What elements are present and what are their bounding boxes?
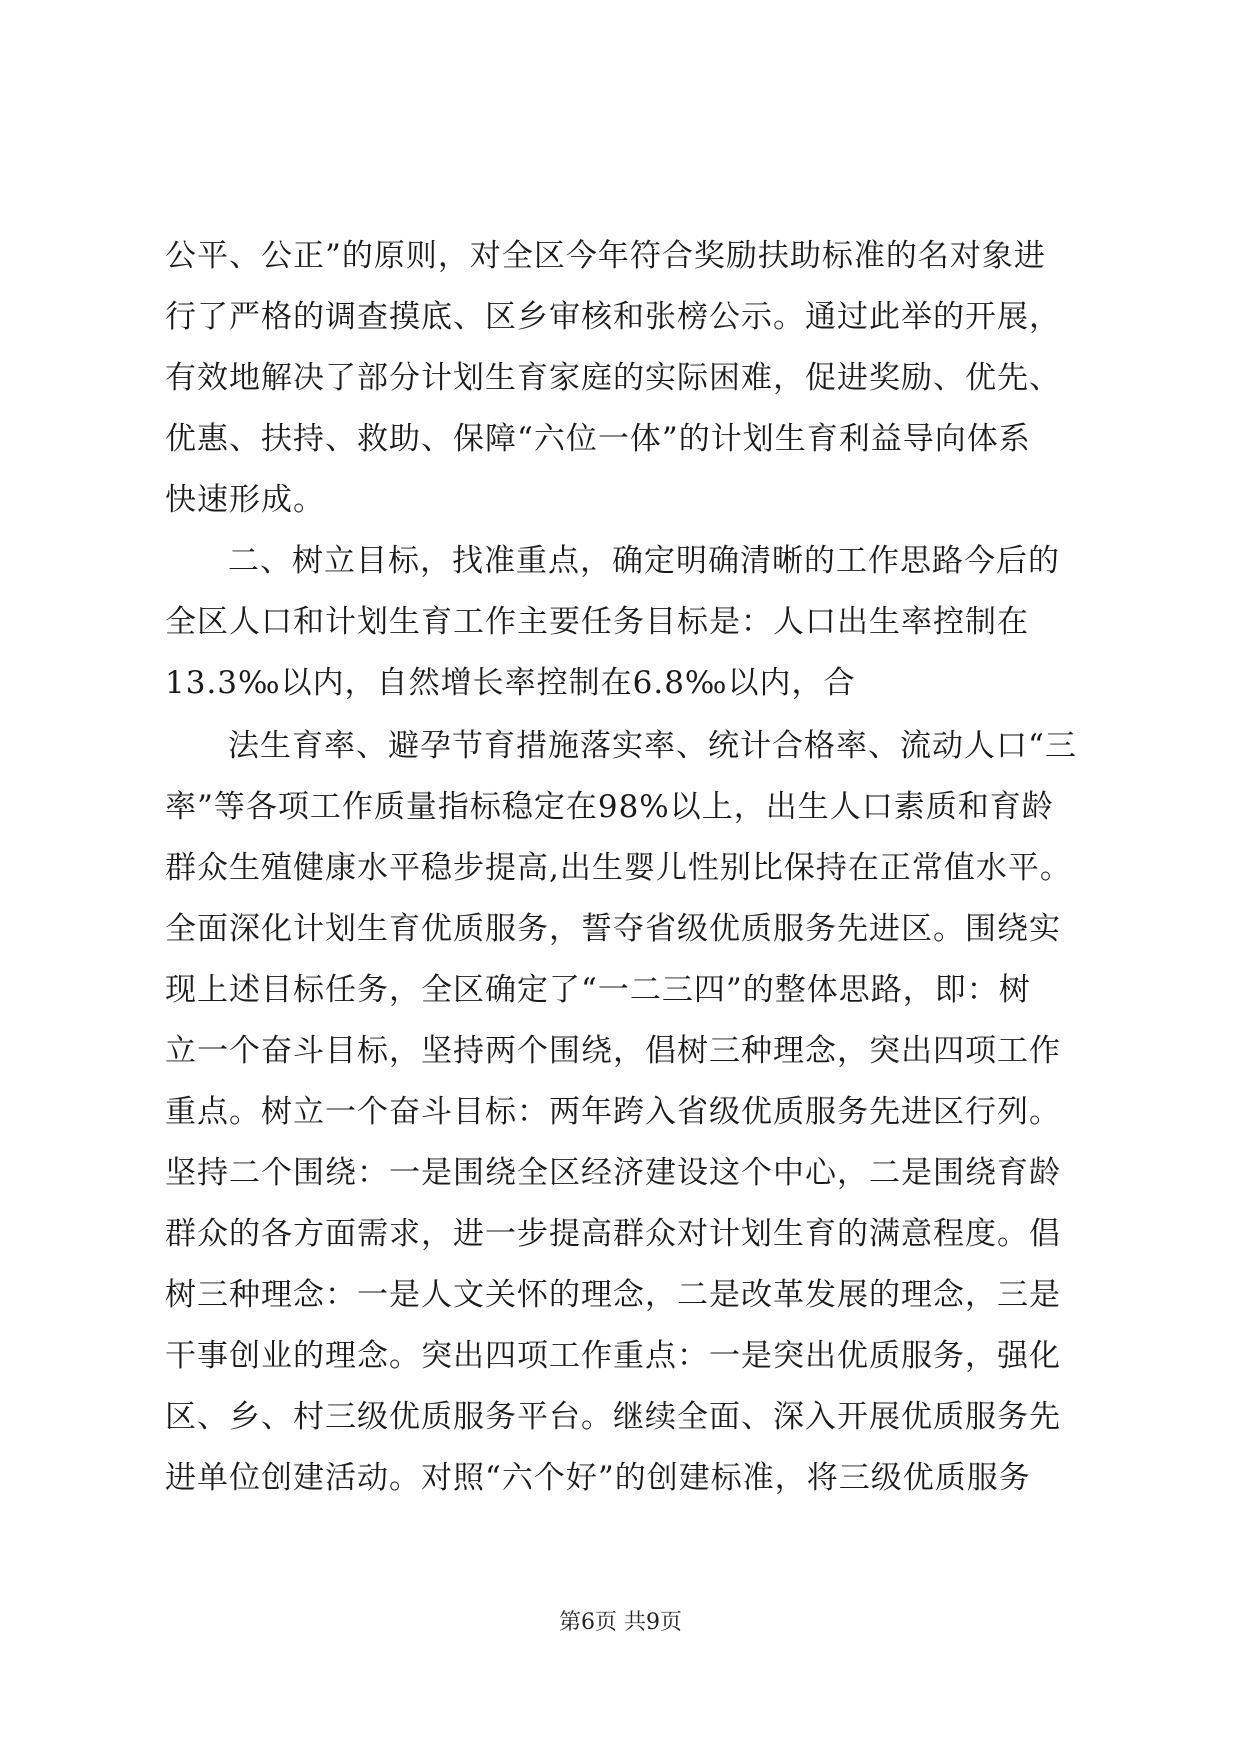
paragraph-first-line: 法生育率、避孕节育措施落实率、统计合格率、流动人口“三 [228, 728, 1077, 764]
body-text-line: 群众生殖健康水平稳步提高,出生婴儿性别比保持在正常值水平。 [165, 850, 1072, 886]
body-text-line: 现上述目标任务，全区确定了“一二三四”的整体思路，即：树 [165, 972, 1031, 1008]
body-text-line: 全面深化计划生育优质服务，誓夺省级优质服务先进区。围绕实 [165, 911, 1061, 947]
body-text-line: 快速形成。 [165, 482, 325, 518]
body-text-line: 重点。树立一个奋斗目标：两年跨入省级优质服务先进区行列。 [165, 1094, 1061, 1130]
body-text-line: 13.3‰以内，自然增长率控制在6.8‰以内，合 [165, 665, 856, 701]
body-text-line: 群众的各方面需求，进一步提高群众对计划生育的满意程度。倡 [165, 1216, 1061, 1252]
body-text-line: 公平、公正”的原则，对全区今年符合奖励扶助标准的名对象进 [165, 238, 1046, 274]
body-text-line: 进单位创建活动。对照“六个好”的创建标准，将三级优质服务 [165, 1460, 1031, 1496]
body-text-line: 立一个奋斗目标，坚持两个围绕，倡树三种理念，突出四项工作 [165, 1033, 1061, 1069]
body-text-line: 坚持二个围绕：一是围绕全区经济建设这个中心，二是围绕育龄 [165, 1155, 1061, 1191]
body-text-line: 树三种理念：一是人文关怀的理念，二是改革发展的理念，三是 [165, 1277, 1061, 1313]
paragraph-heading-line: 二、树立目标，找准重点，确定明确清晰的工作思路今后的 [228, 543, 1060, 579]
body-text-line: 全区人口和计划生育工作主要任务目标是：人口出生率控制在 [165, 604, 1029, 640]
body-text-line: 区、乡、村三级优质服务平台。继续全面、深入开展优质服务先 [165, 1399, 1061, 1435]
page-footer: 第6页 共9页 [559, 1610, 682, 1635]
body-text-line: 干事创业的理念。突出四项工作重点：一是突出优质服务，强化 [165, 1338, 1061, 1374]
body-text-line: 行了严格的调查摸底、区乡审核和张榜公示。通过此举的开展， [165, 299, 1061, 335]
body-text-line: 优惠、扶持、救助、保障“六位一体”的计划生育利益导向体系 [165, 421, 1031, 457]
body-text-line: 有效地解决了部分计划生育家庭的实际困难，促进奖励、优先、 [165, 360, 1061, 396]
body-text-line: 率”等各项工作质量指标稳定在98%以上，出生人口素质和育龄 [165, 789, 1054, 825]
